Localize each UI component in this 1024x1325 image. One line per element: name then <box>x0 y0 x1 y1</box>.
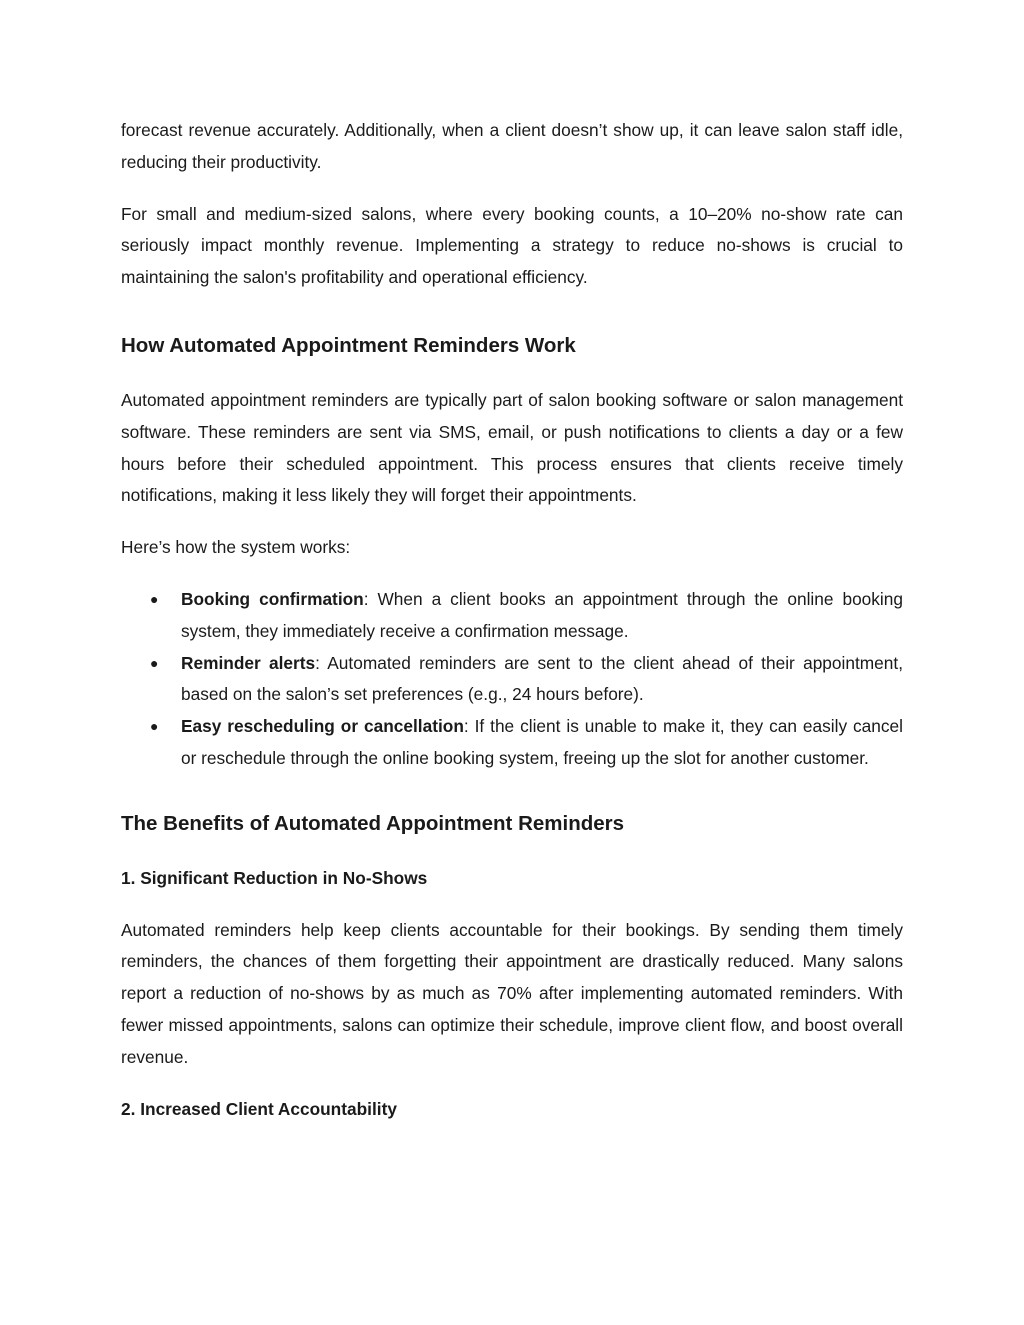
document-page <box>121 115 903 1125</box>
subheading-1: 1. Significant Reduction in No-Shows <box>121 867 428 888</box>
list-item-term: Reminder alerts <box>181 652 316 673</box>
section-heading-benefits: The Benefits of Automated Appointment Reminders <box>121 811 625 835</box>
list-item-term: Easy rescheduling or cancellation <box>181 716 464 737</box>
list-item <box>121 648 903 712</box>
how-bullet-list <box>121 584 903 775</box>
bullet-icon: ● <box>150 654 159 671</box>
list-item <box>121 711 903 775</box>
intro-paragraph-2: For small and medium-sized salons, where every booking counts, a 10–20% no-show rate can seriously impact monthly revenue. Implementing a strategy to reduce no-shows is crucial to maintaining the salon's profitability and operational efficiency. <box>121 203 903 288</box>
bullet-icon: ● <box>150 718 159 735</box>
intro-paragraph-1: forecast revenue accurately. Additionally, when a client doesn’t show up, it can leave salon staff idle, reducing their productivity. <box>121 120 903 172</box>
list-item <box>121 584 903 648</box>
bullet-icon: ● <box>150 590 159 607</box>
list-item-text: : When a client books an appointment through the online booking system, they immediately receive a confirmation message. <box>181 588 903 641</box>
subheading-2: 2. Increased Client Accountability <box>121 1098 397 1119</box>
list-item-text: : If the client is unable to make it, they can easily cancel or reschedule through the online booking system, freeing up the slot for another customer. <box>181 716 903 768</box>
benefits-paragraph-1: Automated reminders help keep clients accountable for their bookings. By sending them timely reminders, the chances of them forgetting their appointment are drastically reduced. Many salons report a reduction of no-shows by as much as 70% after implementing automated reminders. With fewer missed appointments, salons can optimize their schedule, improve client flow, and boost overall revenue. <box>121 919 903 1067</box>
how-paragraph-2: Here’s how the system works: <box>121 537 351 558</box>
how-paragraph-1: Automated appointment reminders are typically part of salon booking software or salon management software. These reminders are sent via SMS, email, or push notifications to clients a day or a few hours before their scheduled appointment. This process ensures that clients receive timely notifications, making it less likely they will forget their appointments. <box>121 389 903 506</box>
list-item-term: Booking confirmation <box>181 588 364 609</box>
section-heading-how: How Automated Appointment Reminders Work <box>121 333 576 357</box>
list-item-text: : Automated reminders are sent to the client ahead of their appointment, based on the salon’s set preferences (e.g., 24 hours before). <box>181 652 903 705</box>
